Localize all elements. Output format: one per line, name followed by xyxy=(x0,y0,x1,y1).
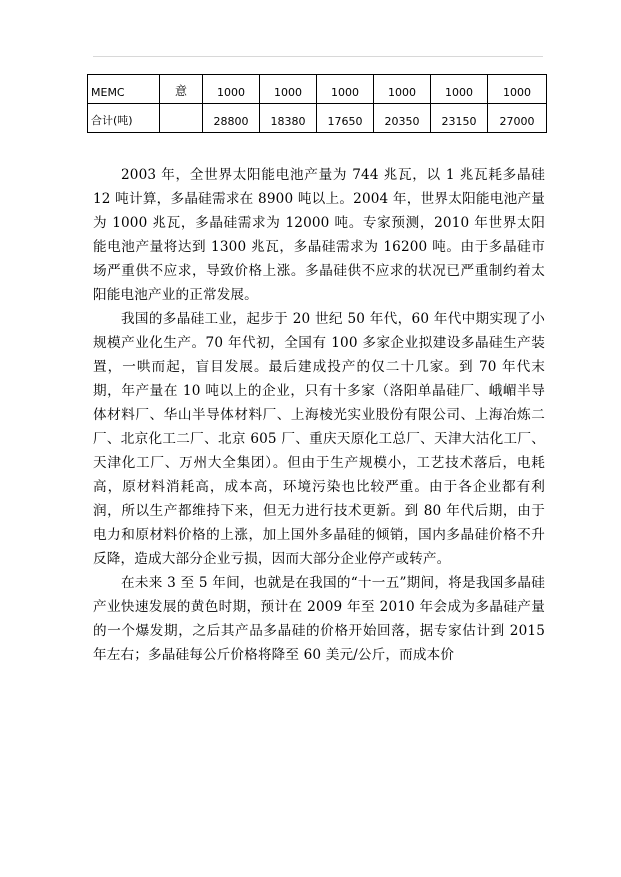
row-label: 合计(吨) xyxy=(88,104,160,133)
table-cell: 1000 xyxy=(317,75,374,104)
production-table xyxy=(87,74,547,133)
body-text xyxy=(93,163,545,667)
table-cell: 23150 xyxy=(431,104,488,133)
table-cell: 28800 xyxy=(203,104,260,133)
table-cell: 1000 xyxy=(260,75,317,104)
table-cell: 20350 xyxy=(374,104,431,133)
table-row xyxy=(88,104,547,133)
paragraph-solar-demand: 2003 年，全世界太阳能电池产量为 744 兆瓦，以 1 兆瓦耗多晶硅 12 吨计算，多晶硅需求在 8900 吨以上。2004 年，世界太阳能电池产量为 1000 兆瓦，多晶硅需求为 12000 吨。专家预测，2010 年世界太阳能电池产量将达到 1300 兆瓦，多晶硅需求为 16200 吨。由于多晶硅市场严重供不应求，导致价格上涨。多晶硅供不应求的状况已严重制约着太阳能电池产业的正常发展。 xyxy=(93,167,545,303)
table-cell: 1000 xyxy=(374,75,431,104)
row-label: MEMC xyxy=(88,75,160,104)
row-mark xyxy=(160,104,203,133)
table-cell: 1000 xyxy=(203,75,260,104)
row-mark: 意 xyxy=(160,75,203,104)
table-cell: 27000 xyxy=(488,104,547,133)
table-cell: 1000 xyxy=(431,75,488,104)
table-cell: 1000 xyxy=(488,75,547,104)
table-row xyxy=(88,75,547,104)
table-cell: 17650 xyxy=(317,104,374,133)
paragraph-domestic-history: 我国的多晶硅工业，起步于 20 世纪 50 年代，60 年代中期实现了小规模产业化生产。70 年代初，全国有 100 多家企业拟建设多晶硅生产装置，一哄而起，盲目发展。最后建成投产的仅二十几家。到 70 年代末期，年产量在 10 吨以上的企业，只有十多家（洛阳单晶硅厂、峨嵋半导体材料厂、华山半导体材料厂、上海棱光实业股份有限公司、上海冶炼二厂、北京化工二厂、北京 605 厂、重庆天原化工总厂、天津大沽化工厂、天津化工厂、万州大全集团）。但由于生产规模小，工艺技术落后，电耗高，原材料消耗高，成本高，环境污染也比较严重。由于各企业都有利润，所以生产都维持下来，但无力进行技术更新。到 80 年代后期，由于电力和原材料价格的上涨，加上国外多晶硅的倾销，国内多晶硅价格不升反降，造成大部分企业亏损，因而大部分企业停产或转产。 xyxy=(93,311,545,567)
page-header-rule xyxy=(93,56,543,57)
paragraph-outlook: 在未来 3 至 5 年间，也就是在我国的“十一五”期间，将是我国多晶硅产业快速发展的黄色时期，预计在 2009 年至 2010 年会成为多晶硅产量的一个爆发期，之后其产品多晶硅的价格开始回落，据专家估计到 2015 年左右；多晶硅每公斤价格将降至 60 美元/公斤，而成本价 xyxy=(93,575,545,663)
table-cell: 18380 xyxy=(260,104,317,133)
